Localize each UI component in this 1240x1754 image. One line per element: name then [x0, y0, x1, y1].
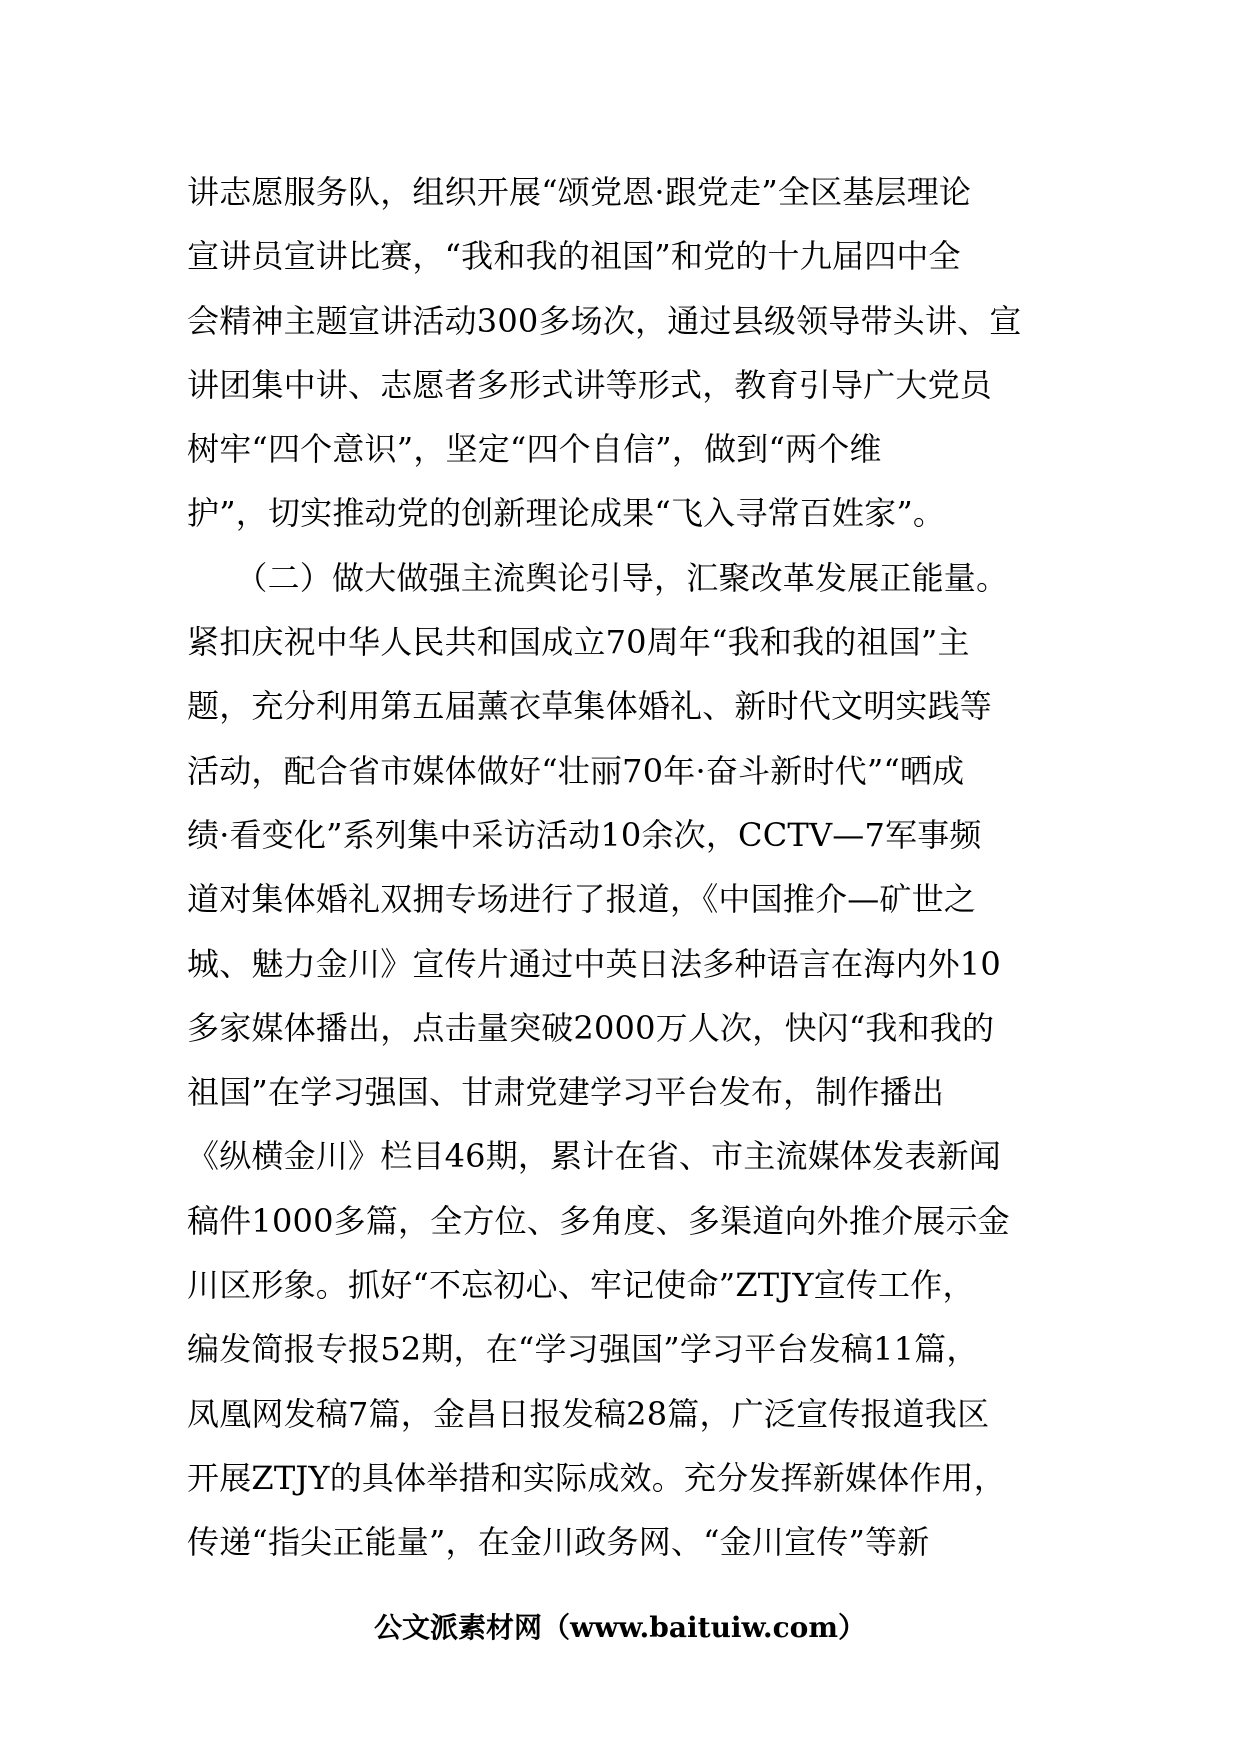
text-line: 讲志愿服务队，组织开展“颂党恩·跟党走”全区基层理论: [187, 173, 972, 211]
text-line: 绩·看变化”系列集中采访活动10余次，CCTV—7军事频: [187, 815, 982, 854]
section-heading-line: （二）做大做强主流舆论引导，汇聚改革发展正能量。: [187, 558, 1009, 597]
text-line: 祖国”在学习强国、甘肃党建学习平台发布，制作播出: [187, 1073, 945, 1112]
footer-watermark: 公文派素材网（www.baituiw.com）: [374, 1611, 866, 1644]
text-line: 凤凰网发稿7篇，金昌日报发稿28篇，广泛宣传报道我区: [187, 1394, 990, 1433]
text-line: 开展ZTJY的具体举措和实际成效。充分发挥新媒体作用，: [187, 1458, 1006, 1497]
text-line: 讲团集中讲、志愿者多形式讲等形式，教育引导广大党员: [187, 365, 993, 404]
text-line: 编发简报专报52期，在“学习强国”学习平台发稿11篇，: [187, 1330, 979, 1369]
text-line: 活动，配合省市媒体做好“壮丽70年·奋斗新时代”“晒成: [187, 751, 965, 790]
text-line: 紧扣庆祝中华人民共和国成立70周年“我和我的祖国”主: [187, 623, 970, 662]
document-body: [187, 160, 1067, 1575]
text-line: 多家媒体播出，点击量突破2000万人次，快闪“我和我的: [187, 1008, 995, 1047]
text-line: 《纵横金川》栏目46期，累计在省、市主流媒体发表新闻: [187, 1137, 1001, 1176]
text-line: 稿件1000多篇，全方位、多角度、多渠道向外推介展示金: [187, 1201, 1010, 1240]
text-line: 川区形象。抓好“不忘初心、牢记使命”ZTJY宣传工作，: [187, 1266, 975, 1305]
text-line: 城、魅力金川》宣传片通过中英日法多种语言在海内外10: [187, 944, 1001, 983]
text-line: 护”，切实推动党的创新理论成果“飞入寻常百姓家”。: [187, 494, 946, 533]
text-line: 传递“指尖正能量”，在金川政务网、“金川宣传”等新: [187, 1523, 930, 1562]
text-line: 树牢“四个意识”，坚定“四个自信”，做到“两个维: [187, 430, 882, 469]
text-line: 题，充分利用第五届薰衣草集体婚礼、新时代文明实践等: [187, 687, 993, 726]
text-line: 宣讲员宣讲比赛，“我和我的祖国”和党的十九届四中全: [187, 237, 961, 276]
text-line: 会精神主题宣讲活动300多场次，通过县级领导带头讲、宣: [187, 301, 1022, 340]
text-line: 道对集体婚礼双拥专场进行了报道，《中国推介—矿世之: [187, 880, 977, 919]
